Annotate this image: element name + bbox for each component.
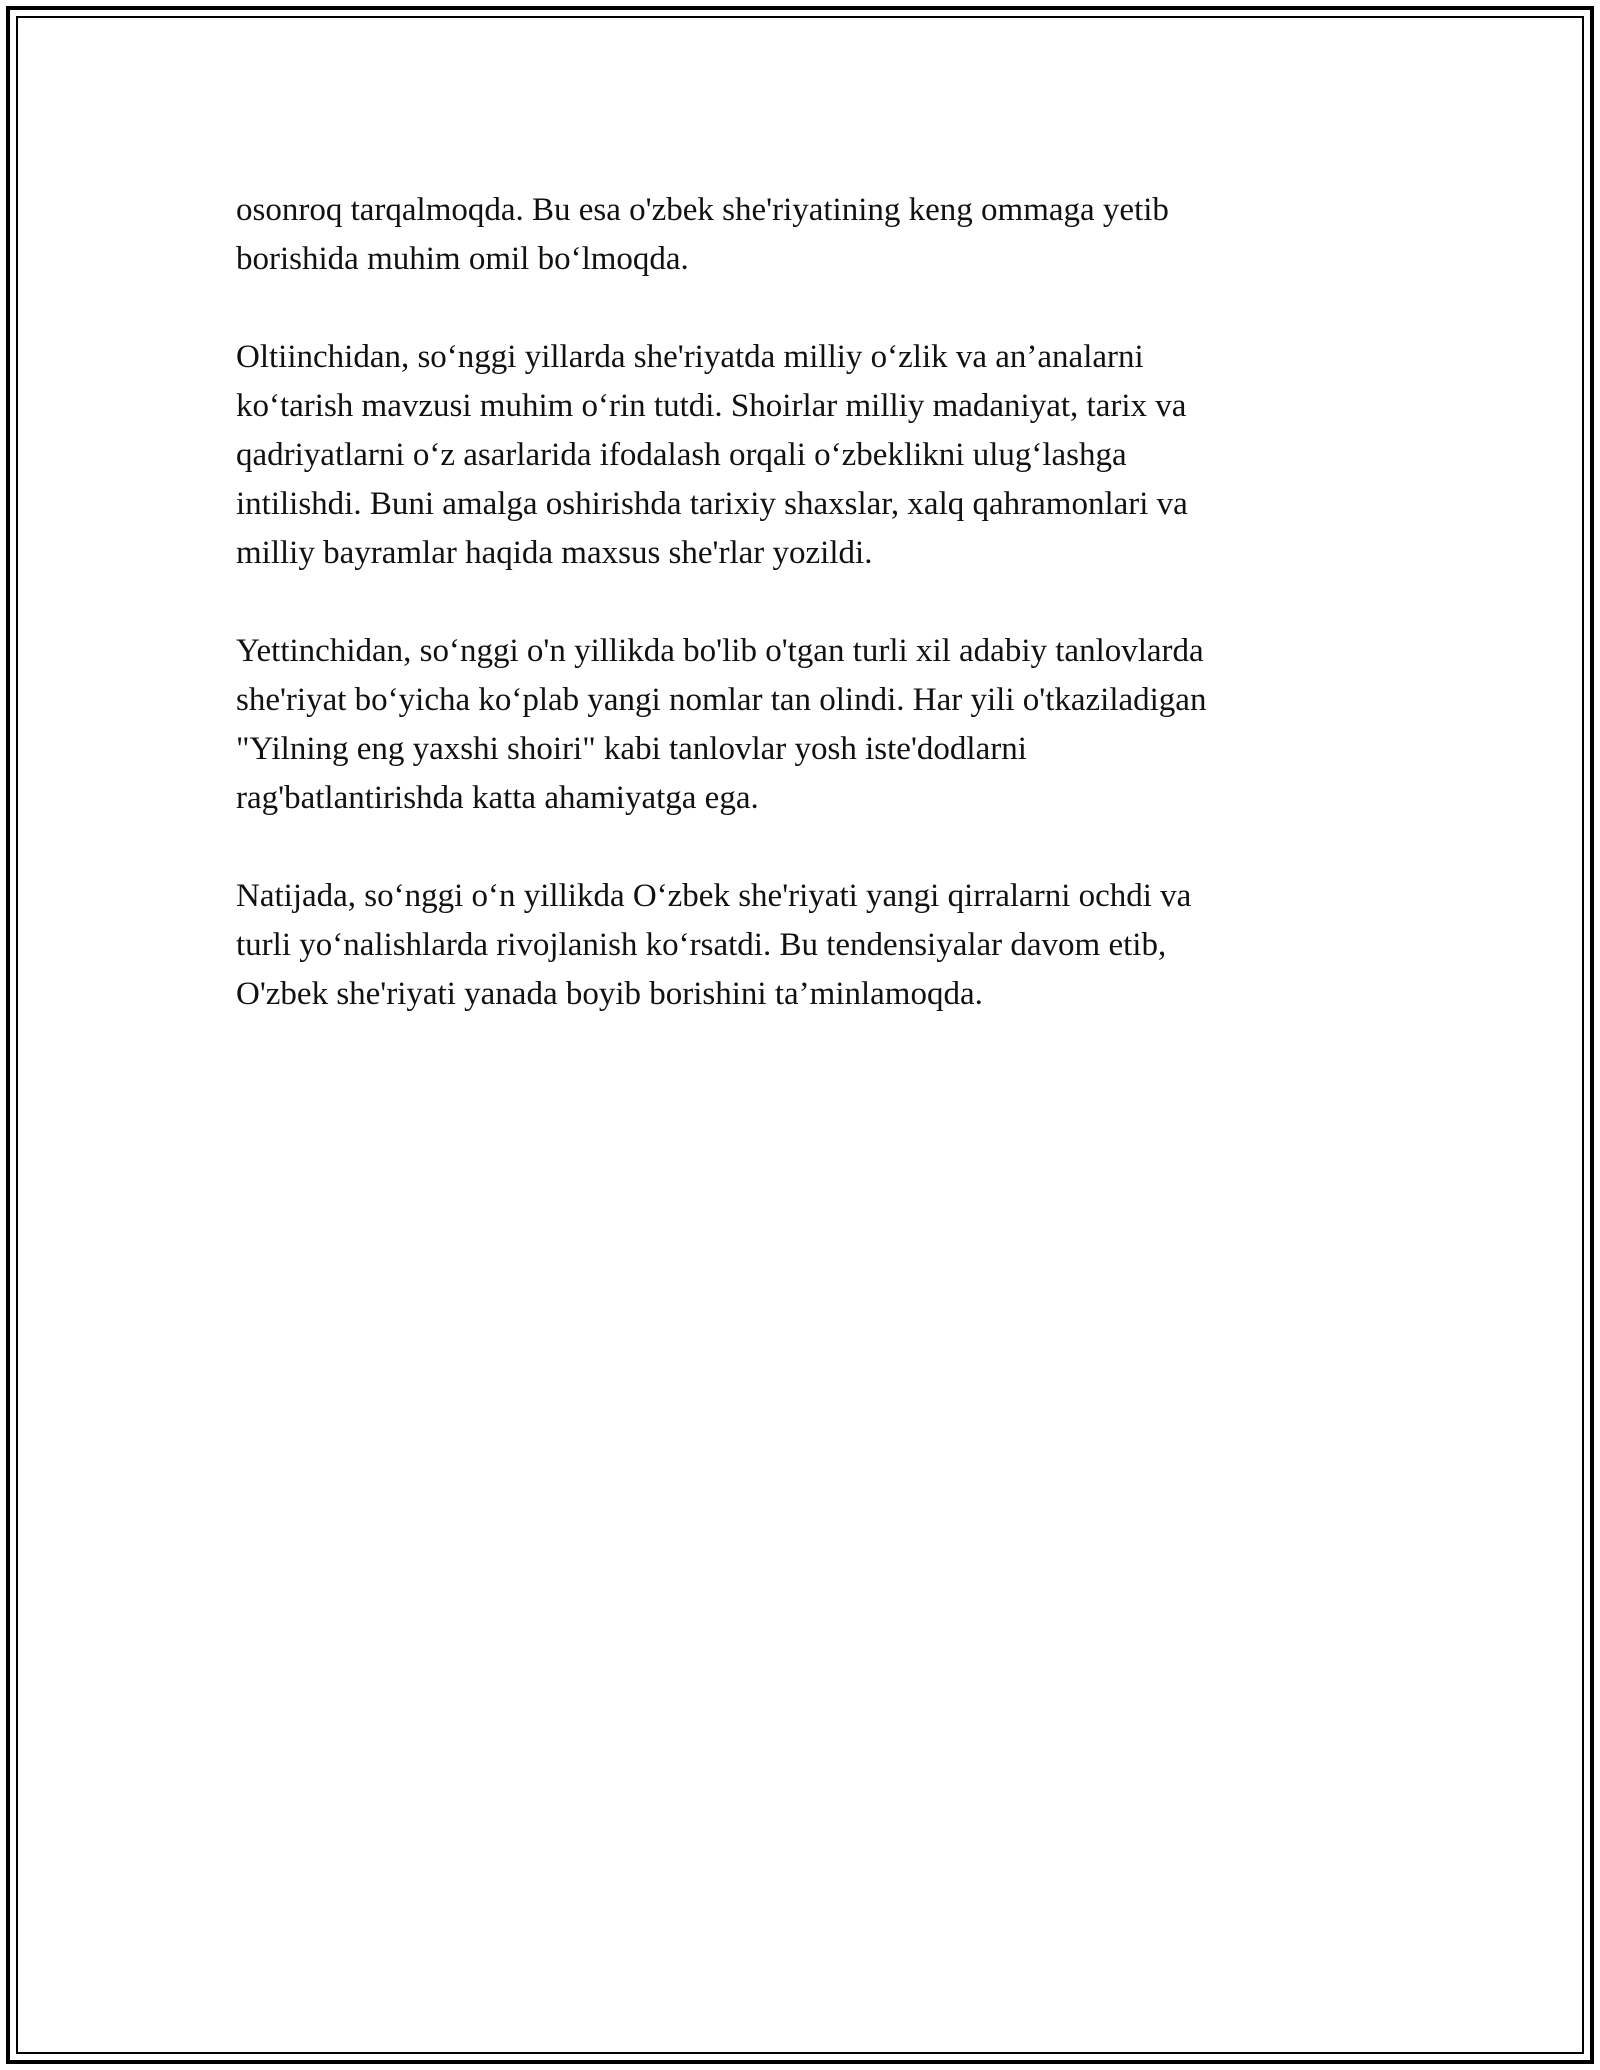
text-line: "Yilning eng yaxshi shoiri" kabi tanlovlar yosh iste'dodlarni <box>236 731 1027 767</box>
text-line: Natijada, so‘nggi o‘n yillikda O‘zbek she'riyati yangi qirralarni ochdi va <box>236 878 1192 914</box>
text-line: borishida muhim omil bo‘lmoqda. <box>236 241 689 277</box>
paragraph-1 <box>236 186 1376 284</box>
text-line: ko‘tarish mavzusi muhim o‘rin tutdi. Shoirlar milliy madaniyat, tarix va <box>236 388 1187 424</box>
paragraph-3 <box>236 627 1376 823</box>
text-line: intilishdi. Buni amalga oshirishda tarixiy shaxslar, xalq qahramonlari va <box>236 486 1188 522</box>
paragraph-4 <box>236 872 1376 1019</box>
document-body <box>236 186 1376 1068</box>
text-line: turli yo‘nalishlarda rivojlanish ko‘rsatdi. Bu tendensiyalar davom etib, <box>236 927 1167 963</box>
text-line: qadriyatlarni o‘z asarlarida ifodalash orqali o‘zbeklikni ulug‘lashga <box>236 437 1127 473</box>
text-line: O'zbek she'riyati yanada boyib borishini ta’minlamoqda. <box>236 976 983 1012</box>
text-line: rag'batlantirishda katta ahamiyatga ega. <box>236 780 759 816</box>
text-line: osonroq tarqalmoqda. Bu esa o'zbek she'riyatining keng ommaga yetib <box>236 192 1169 228</box>
text-line: she'riyat bo‘yicha ko‘plab yangi nomlar tan olindi. Har yili o'tkaziladigan <box>236 682 1207 718</box>
text-line: milliy bayramlar haqida maxsus she'rlar yozildi. <box>236 535 873 571</box>
text-line: Yettinchidan, so‘nggi o'n yillikda bo'lib o'tgan turli xil adabiy tanlovlarda <box>236 633 1204 669</box>
text-line: Oltiinchidan, so‘nggi yillarda she'riyatda milliy o‘zlik va an’analarni <box>236 339 1144 375</box>
paragraph-2 <box>236 333 1376 578</box>
